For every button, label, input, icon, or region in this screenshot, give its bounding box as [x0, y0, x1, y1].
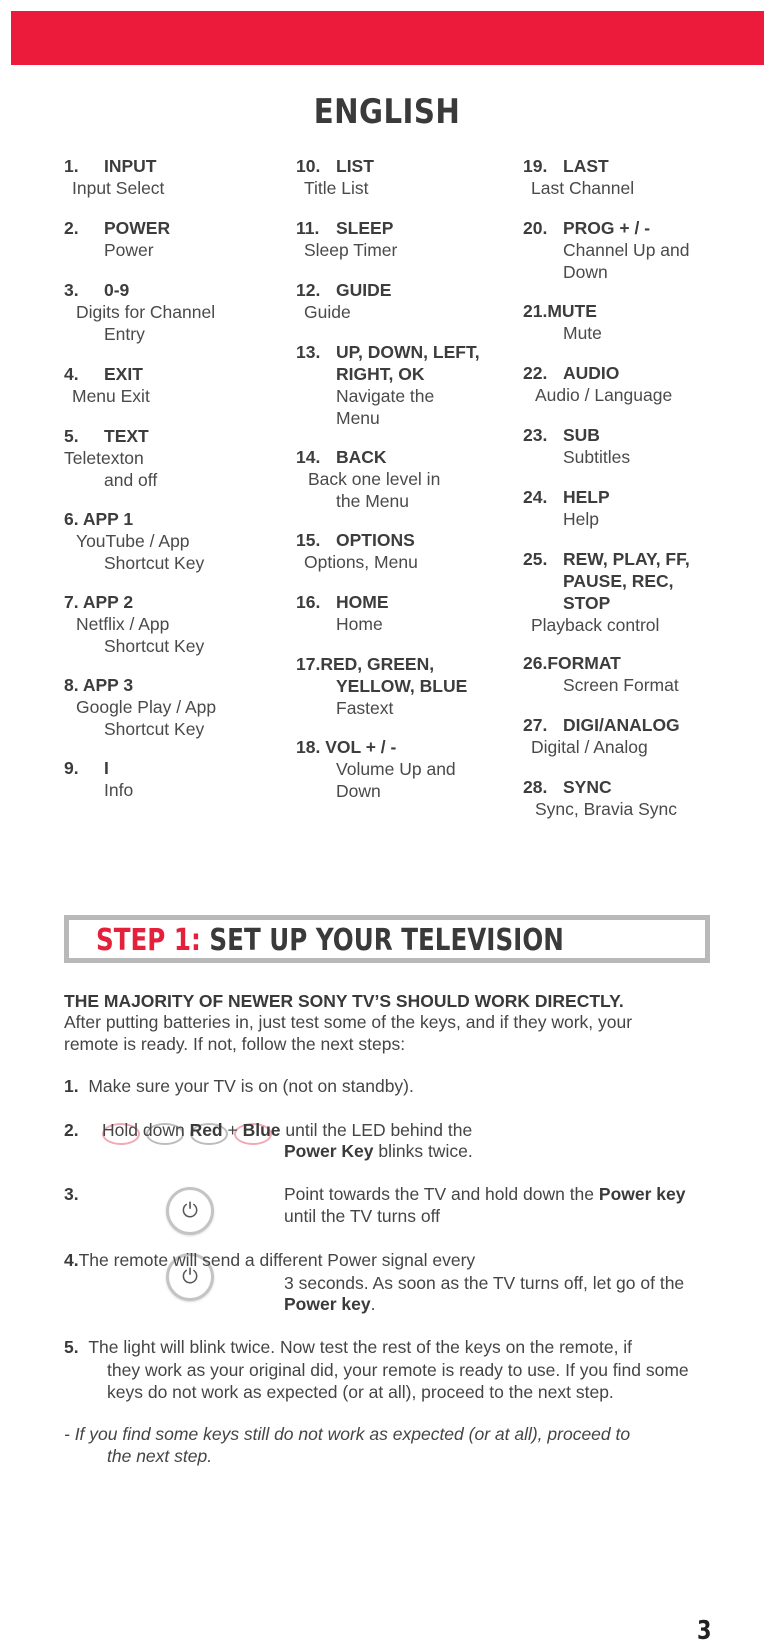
key-name: APP 2 [82, 592, 134, 612]
key-description: Menu [336, 408, 380, 428]
key-name-continued: YELLOW, BLUE [336, 676, 468, 696]
key-description: Fastext [336, 698, 394, 718]
key-description: Audio / Language [535, 385, 673, 405]
note-line-1: - If you find some keys still do not work as expected (or at all), proceed to [64, 1424, 631, 1444]
key-name: HOME [336, 592, 389, 612]
key-item-exit: 4. EXIT Menu Exit [64, 364, 150, 406]
step-item-4-line-2: 3 seconds. As soon as the TV turns off, let go of the [284, 1273, 685, 1293]
key-item-audio: 22. AUDIO Audio / Language [523, 363, 673, 405]
page-heading: ENGLISH [313, 92, 461, 132]
key-name: DIGI/ANALOG [563, 715, 680, 735]
key-description: Channel Up and [563, 240, 690, 260]
key-name: 0-9 [104, 280, 130, 300]
power-icon: ⏻ [166, 1187, 214, 1235]
key-description: Options, Menu [304, 552, 418, 572]
key-name: EXIT [104, 364, 143, 384]
key-description: Netflix / App [76, 614, 170, 634]
key-name: TEXT [104, 426, 149, 446]
key-name: PROG + / - [563, 218, 651, 238]
key-description: Entry [104, 324, 145, 344]
key-description: Sleep Timer [304, 240, 398, 260]
key-item-navigation: 13. UP, DOWN, LEFT, RIGHT, OK Navigate the Menu [296, 342, 480, 428]
key-description: Navigate the [336, 386, 435, 406]
key-name: AUDIO [563, 363, 620, 383]
key-description: Google Play / App [76, 697, 217, 717]
key-item-digits: 3. 0-9 Digits for Channel Entry [64, 280, 216, 344]
key-description: Volume Up and [336, 759, 456, 779]
key-name: HELP [563, 487, 610, 507]
key-name: POWER [104, 218, 171, 238]
key-item-last: 19. LAST Last Channel [523, 156, 635, 198]
key-description: Info [104, 780, 134, 800]
key-description: Help [563, 509, 599, 529]
step-item-2-number: 2. [64, 1120, 79, 1140]
key-name: APP 3 [82, 675, 134, 695]
key-item-sleep: 11. SLEEP Sleep Timer [296, 218, 398, 260]
key-item-volume: 18. VOL + / - Volume Up and Down [296, 737, 456, 801]
key-item-text: 5. TEXT Teletexton and off [64, 426, 158, 490]
key-name: APP 1 [82, 509, 134, 529]
intro-line-2: remote is ready. If not, follow the next steps: [64, 1034, 406, 1054]
key-description: Teletexton [64, 448, 144, 468]
key-item-playback: 25. REW, PLAY, FF, PAUSE, REC, STOP Playback control [523, 549, 690, 635]
step-item-5-line-2: they work as your original did, your remote is ready to use. If you find some [107, 1360, 689, 1380]
key-item-guide: 12. GUIDE Guide [296, 280, 392, 322]
key-name: RED, GREEN, [320, 654, 435, 674]
key-description: Shortcut Key [104, 636, 205, 656]
step-item-4-line-1: 4.The remote will send a different Power signal every [64, 1250, 476, 1270]
key-description: Menu Exit [72, 386, 150, 406]
key-description: Mute [563, 323, 602, 343]
key-description: Playback control [531, 615, 660, 635]
key-item-list: 10. LIST Title List [296, 156, 374, 198]
key-name: VOL + / - [325, 737, 397, 757]
key-description: Sync, Bravia Sync [535, 799, 677, 819]
key-description: Down [336, 781, 381, 801]
key-description: and off [104, 470, 158, 490]
step-item-4-line-3: Power key. [284, 1294, 376, 1314]
key-description: Back one level in [308, 469, 441, 489]
key-name: I [104, 758, 109, 778]
key-description: Power [104, 240, 154, 260]
header-banner [11, 11, 764, 65]
key-item-info: 9. I Info [64, 758, 134, 800]
key-item-help: 24. HELP Help [523, 487, 610, 529]
key-name: BACK [336, 447, 387, 467]
key-description: Shortcut Key [104, 719, 205, 739]
key-name-continued: STOP [563, 593, 611, 613]
key-name: SUB [563, 425, 600, 445]
key-item-options: 15. OPTIONS Options, Menu [296, 530, 418, 572]
key-item-mute: 21.MUTE Mute [523, 301, 602, 343]
step-1-title [96, 923, 564, 959]
key-description: Last Channel [531, 178, 635, 198]
key-name: UP, DOWN, LEFT, [336, 342, 480, 362]
key-item-home: 16. HOME Home [296, 592, 389, 634]
step-item-5-line-3: keys do not work as expected (or at all), proceed to the next step. [107, 1382, 614, 1402]
key-item-sub: 23. SUB Subtitles [523, 425, 631, 467]
step-label: STEP 1: [96, 923, 201, 958]
key-item-format: 26.FORMAT Screen Format [523, 653, 679, 695]
key-name: GUIDE [336, 280, 392, 300]
step-item-3-number: 3. [64, 1184, 79, 1204]
key-name: OPTIONS [336, 530, 415, 550]
key-name-continued: PAUSE, REC, [563, 571, 674, 591]
key-item-digi-analog: 27. DIGI/ANALOG Digital / Analog [523, 715, 680, 757]
step-item-1: 1. Make sure your TV is on (not on standby). [64, 1076, 414, 1096]
key-name: LIST [336, 156, 374, 176]
key-item-app-1: 6. APP 1 YouTube / App Shortcut Key [64, 509, 205, 573]
key-description: Digits for Channel [76, 302, 216, 322]
key-description: Subtitles [563, 447, 631, 467]
key-description: Down [563, 262, 608, 282]
key-description: Digital / Analog [531, 737, 648, 757]
key-description: Title List [304, 178, 369, 198]
step-1-title-box [64, 915, 710, 963]
key-item-sync: 28. SYNC Sync, Bravia Sync [523, 777, 677, 819]
key-item-app-3: 8. APP 3 Google Play / App Shortcut Key [64, 675, 217, 739]
power-icon: ⏻ [166, 1253, 214, 1301]
step-heading: SET UP YOUR TELEVISION [209, 923, 564, 958]
key-item-back: 14. BACK Back one level in the Menu [296, 447, 441, 511]
key-description: Guide [304, 302, 351, 322]
key-name: INPUT [104, 156, 157, 176]
key-item-input: 1. INPUT Input Select [64, 156, 165, 198]
step-item-5-line-1: 5. The light will blink twice. Now test the rest of the keys on the remote, if [64, 1337, 633, 1357]
intro-bold: THE MAJORITY OF NEWER SONY TV’S SHOULD WORK DIRECTLY. [64, 991, 624, 1011]
step-item-2-line-2: Power Key blinks twice. [284, 1141, 473, 1161]
key-description: the Menu [336, 491, 409, 511]
key-name: FORMAT [547, 653, 621, 673]
key-item-app-2: 7. APP 2 Netflix / App Shortcut Key [64, 592, 205, 656]
key-description: Screen Format [563, 675, 679, 695]
step-item-3-line-2: until the TV turns off [284, 1206, 440, 1226]
key-name-continued: RIGHT, OK [336, 364, 425, 384]
key-item-power: 2. POWER Power [64, 218, 171, 260]
key-description: YouTube / App [76, 531, 190, 551]
note-line-2: the next step. [107, 1446, 213, 1466]
page-number: 3 [697, 1616, 712, 1646]
key-item-color-keys: 17.RED, GREEN, YELLOW, BLUE Fastext [296, 654, 468, 718]
key-name: MUTE [547, 301, 597, 321]
key-description: Shortcut Key [104, 553, 205, 573]
key-name: LAST [563, 156, 609, 176]
key-item-prog: 20. PROG + / - Channel Up and Down [523, 218, 690, 282]
key-name: SYNC [563, 777, 612, 797]
key-description: Input Select [72, 178, 165, 198]
key-name: REW, PLAY, FF, [563, 549, 690, 569]
key-description: Home [336, 614, 383, 634]
step-item-3-line-1: Point towards the TV and hold down the Power key [284, 1184, 686, 1204]
key-name: SLEEP [336, 218, 394, 238]
intro-line-1: After putting batteries in, just test some of the keys, and if they work, your [64, 1012, 633, 1032]
step-item-2-line-1: Hold down Red + Blue until the LED behind the [102, 1120, 473, 1140]
